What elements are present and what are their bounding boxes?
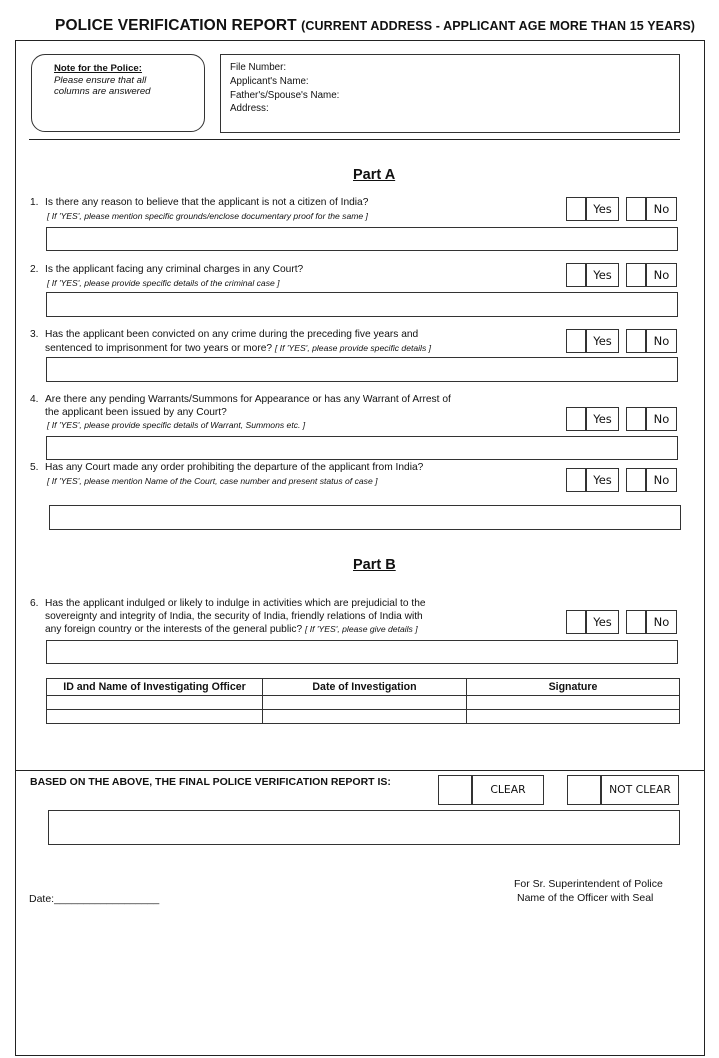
q1-details-field[interactable]	[46, 227, 678, 251]
applicant-name-label: Applicant's Name:	[230, 75, 309, 87]
final-report-label: BASED ON THE ABOVE, THE FINAL POLICE VERIFICATION REPORT IS:	[30, 776, 391, 788]
address-label: Address:	[230, 103, 269, 115]
final-remarks-field[interactable]	[48, 810, 680, 845]
q3-yes-option[interactable]: Yes	[586, 329, 619, 353]
section-divider	[29, 139, 680, 140]
note-heading: Note for the Police:	[54, 63, 142, 74]
q4-details-field[interactable]	[46, 436, 678, 460]
q3-hint: [ If 'YES', please provide specific details ]	[274, 342, 432, 353]
q1-text: Is there any reason to believe that the applicant is not a citizen of India?	[45, 197, 369, 208]
q4-number: 4.	[30, 394, 39, 405]
q3-text-line-1: Has the applicant been convicted on any crime during the preceding five years and	[45, 329, 419, 340]
question-1	[30, 197, 550, 222]
q4-hint: [ If 'YES', please provide specific details of Warrant, Summons etc. ]	[47, 420, 306, 431]
q2-details-field[interactable]	[46, 292, 678, 317]
clear-option[interactable]: CLEAR	[472, 775, 544, 805]
signatory-line-2: Name of the Officer with Seal	[517, 892, 654, 904]
file-number-label: File Number:	[230, 62, 287, 73]
q3-no-checkbox[interactable]	[626, 329, 646, 353]
q5-details-field[interactable]	[49, 505, 681, 530]
q5-number: 5.	[30, 462, 39, 473]
officer-table	[46, 678, 680, 724]
officer-cell[interactable]	[47, 696, 263, 710]
title-subtitle: (CURRENT ADDRESS - APPLICANT AGE MORE THAN 15 YEARS)	[301, 19, 696, 33]
question-2	[30, 264, 550, 289]
q1-yes-checkbox[interactable]	[566, 197, 586, 221]
q6-no-option[interactable]: No	[646, 610, 677, 634]
q4-no-checkbox[interactable]	[626, 407, 646, 431]
signature-cell[interactable]	[467, 696, 680, 710]
date-cell[interactable]	[263, 710, 467, 724]
q6-number: 6.	[30, 598, 39, 609]
part-b-heading: Part B	[353, 557, 396, 573]
signature-cell[interactable]	[467, 710, 680, 724]
q2-yes-checkbox[interactable]	[566, 263, 586, 287]
table-row	[47, 710, 680, 724]
officer-header: ID and Name of Investigating Officer	[47, 679, 263, 696]
q4-text-line-1: Are there any pending Warrants/Summons for Appearance or has any Warrant of Arrest of	[45, 394, 451, 405]
applicant-info	[220, 54, 680, 133]
note-line-1: Please ensure that all	[54, 74, 147, 86]
date-header: Date of Investigation	[263, 679, 467, 696]
question-4	[30, 394, 550, 432]
not-clear-option[interactable]: NOT CLEAR	[601, 775, 679, 805]
q5-no-option[interactable]: No	[646, 468, 677, 492]
q5-yes-option[interactable]: Yes	[586, 468, 619, 492]
q2-no-option[interactable]: No	[646, 263, 677, 287]
q3-yes-checkbox[interactable]	[566, 329, 586, 353]
q1-yes-option[interactable]: Yes	[586, 197, 619, 221]
q4-no-option[interactable]: No	[646, 407, 677, 431]
q5-text: Has any Court made any order prohibiting the departure of the applicant from India?	[45, 462, 424, 473]
final-divider	[15, 770, 705, 771]
signature-header: Signature	[467, 679, 680, 696]
father-spouse-label: Father's/Spouse's Name:	[230, 89, 340, 101]
part-a-heading: Part A	[353, 167, 396, 183]
q6-yes-option[interactable]: Yes	[586, 610, 619, 634]
q3-text-line-2: sentenced to imprisonment for two years or more?	[45, 342, 273, 354]
page-title	[55, 17, 695, 35]
q6-text-line-2: sovereignty and integrity of India, the security of India, friendly relations of India with	[45, 610, 423, 622]
q2-no-checkbox[interactable]	[626, 263, 646, 287]
police-note	[31, 54, 205, 132]
q1-number: 1.	[30, 197, 39, 208]
q4-yes-checkbox[interactable]	[566, 407, 586, 431]
title-main: POLICE VERIFICATION REPORT	[55, 17, 297, 34]
q2-text: Is the applicant facing any criminal charges in any Court?	[45, 264, 304, 275]
q6-no-checkbox[interactable]	[626, 610, 646, 634]
note-line-2: columns are answered	[54, 86, 151, 97]
q3-number: 3.	[30, 329, 39, 340]
q2-yes-option[interactable]: Yes	[586, 263, 619, 287]
q6-details-field[interactable]	[46, 640, 678, 664]
q3-details-field[interactable]	[46, 357, 678, 382]
signatory-line-1: For Sr. Superintendent of Police	[514, 878, 663, 890]
q4-text-line-2: the applicant been issued by any Court?	[45, 406, 227, 418]
date-cell[interactable]	[263, 696, 467, 710]
question-3	[30, 329, 550, 355]
q2-hint: [ If 'YES', please provide specific details of the criminal case ]	[47, 277, 280, 288]
q5-no-checkbox[interactable]	[626, 468, 646, 492]
q1-no-checkbox[interactable]	[626, 197, 646, 221]
clear-checkbox[interactable]	[438, 775, 472, 805]
q4-yes-option[interactable]: Yes	[586, 407, 619, 431]
q6-text-line-3: any foreign country or the interests of the general public?	[45, 624, 303, 636]
q6-yes-checkbox[interactable]	[566, 610, 586, 634]
q5-hint: [ If 'YES', please mention Name of the Court, case number and present status of case ]	[47, 475, 378, 486]
q2-number: 2.	[30, 264, 39, 275]
date-field[interactable]: Date:__________________	[29, 893, 160, 905]
q1-hint: [ If 'YES', please mention specific grounds/enclose documentary proof for the same ]	[47, 210, 368, 221]
q5-yes-checkbox[interactable]	[566, 468, 586, 492]
q1-no-option[interactable]: No	[646, 197, 677, 221]
q3-no-option[interactable]: No	[646, 329, 677, 353]
question-6	[30, 598, 550, 637]
officer-cell[interactable]	[47, 710, 263, 724]
table-row	[47, 696, 680, 710]
q6-text-line-1: Has the applicant indulged or likely to indulge in activities which are prejudicial to the	[45, 598, 426, 609]
q6-hint: [ If 'YES', please give details ]	[304, 624, 418, 635]
question-5	[30, 462, 550, 487]
not-clear-checkbox[interactable]	[567, 775, 601, 805]
